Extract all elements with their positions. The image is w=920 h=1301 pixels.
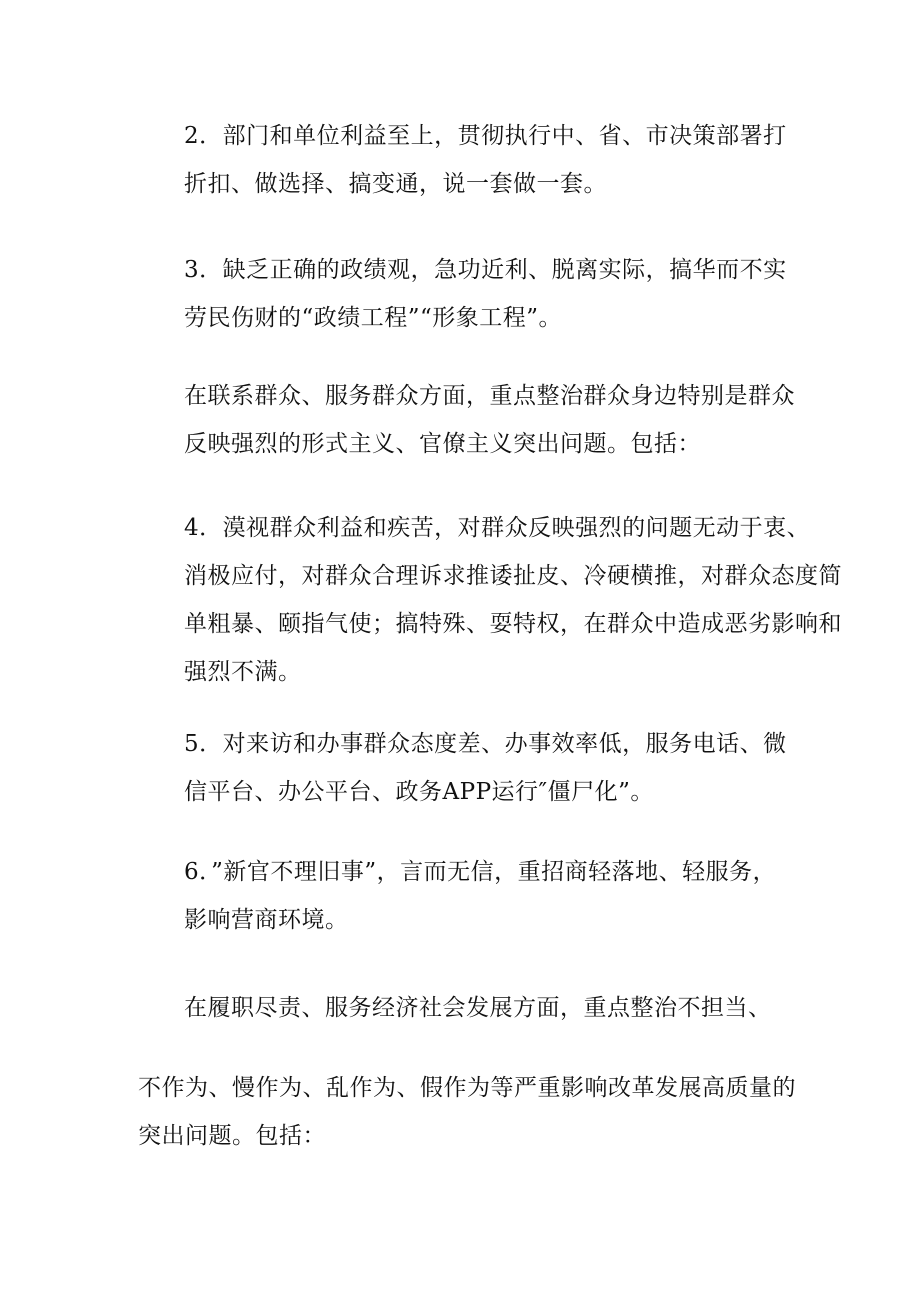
paragraph-item-5 [138, 720, 798, 816]
text-line: 3．缺乏正确的政绩观，急功近利、脱离实际，搞华而不实 [184, 257, 787, 283]
paragraph-contact-masses-intro [138, 372, 798, 468]
paragraph-duty-performance-intro [138, 984, 798, 1032]
paragraph-item-4 [138, 504, 842, 696]
text-line: 反映强烈的形式主义、官僚主义突出问题。包括： [184, 431, 701, 457]
text-line: 在履职尽责、服务经济社会发展方面，重点整治不担当、 [184, 995, 772, 1021]
text-line: 5．对来访和办事群众态度差、办事效率低，服务电话、微 [184, 731, 787, 757]
text-line: 单粗暴、颐指气使；搞特殊、耍特权，在群众中造成恶劣影响和 [184, 611, 842, 637]
text-line: 劳民伤财的“政绩工程”“形象工程”。 [184, 305, 563, 331]
text-line: 影响营商环境。 [184, 907, 349, 933]
paragraph-duty-performance-continued [138, 1064, 798, 1160]
text-line: 强烈不满。 [184, 659, 302, 685]
text-line: 2．部门和单位利益至上，贯彻执行中、省、市决策部署打 [184, 123, 787, 149]
text-line: 消极应付，对群众合理诉求推诿扯皮、冷硬横推，对群众态度简 [184, 563, 842, 589]
paragraph-item-6 [138, 848, 798, 944]
paragraph-item-3 [138, 246, 798, 342]
text-line: 在联系群众、服务群众方面，重点整治群众身边特别是群众 [184, 383, 795, 409]
text-line: 折扣、做选择、搞变通，说一套做一套。 [184, 171, 607, 197]
text-line: 4．漠视群众利益和疾苦，对群众反映强烈的问题无动于衷、 [184, 515, 811, 541]
text-line: 信平台、办公平台、政务APP运行″僵尸化”。 [184, 779, 654, 805]
paragraph-item-2 [138, 112, 798, 208]
text-line: 突出问题。包括： [138, 1123, 326, 1149]
text-line: 6．”新官不理旧事”，言而无信，重招商轻落地、轻服务， [184, 859, 777, 885]
text-line: 不作为、慢作为、乱作为、假作为等严重影响改革发展高质量的 [138, 1075, 796, 1101]
